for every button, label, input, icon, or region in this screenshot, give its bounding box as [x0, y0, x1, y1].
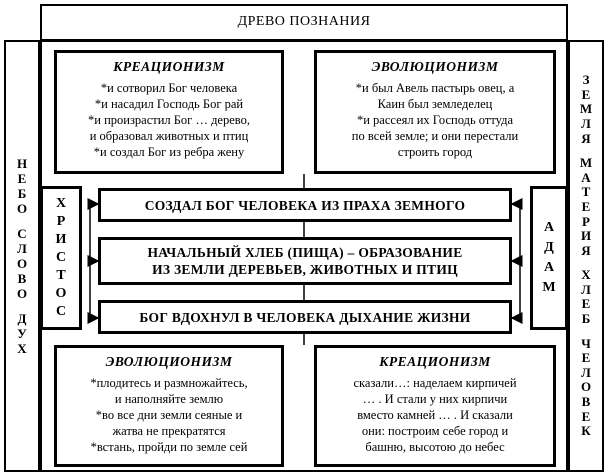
christ-letter: Р	[56, 214, 66, 229]
right-column-letter: К	[581, 423, 591, 439]
bottom-left-evolutionism-box	[54, 345, 284, 467]
center-box-breath	[98, 300, 512, 334]
adam-letter: Д	[544, 240, 554, 255]
right-column-letter: Х	[581, 267, 591, 283]
left-column-letter: Н	[16, 156, 28, 171]
christ-letter: С	[55, 250, 67, 265]
top-right-line: Каин был земледелец	[377, 97, 493, 111]
right-column-letter: Я	[581, 242, 591, 258]
right-column-letter: Т	[581, 184, 591, 200]
bottom-left-line: *во все дни земли сеяные и	[95, 408, 243, 422]
adam-box	[530, 186, 568, 330]
top-right-evolutionism-box	[314, 50, 556, 174]
christ-letter: С	[55, 304, 67, 319]
center-box-bread-line2: ИЗ ЗЕМЛИ ДЕРЕВЬЕВ, ЖИВОТНЫХ И ПТИЦ	[152, 262, 458, 277]
christ-letter: Т	[56, 268, 66, 283]
left-column-letter: Х	[17, 341, 27, 356]
right-column-letter: Е	[581, 296, 591, 312]
center-box-breath-text: БОГ ВДОХНУЛ В ЧЕЛОВЕКА ДЫХАНИЕ ЖИЗНИ	[139, 309, 471, 325]
left-column-letter: Л	[17, 241, 27, 256]
right-column-letter: Е	[581, 350, 591, 366]
right-column-letter: Л	[581, 281, 591, 297]
christ-letter: Х	[55, 196, 67, 211]
bottom-left-line: *встань, пройди по земле сей	[90, 440, 248, 454]
left-column-letter: В	[17, 271, 27, 286]
top-left-line: *и насадил Господь Бог рай	[94, 97, 244, 111]
center-box-bread-line1: НАЧАЛЬНЫЙ ХЛЕБ (ПИЩА) – ОБРАЗОВАНИЕ	[147, 245, 463, 260]
left-column-letter: О	[16, 256, 28, 271]
bottom-left-line: жатва не прекратятся	[112, 424, 226, 438]
bottom-right-heading: КРЕАЦИОНИЗМ	[379, 354, 491, 369]
bottom-right-line: … . И стали у них кирпичи	[362, 392, 508, 406]
left-column-letter: Б	[17, 186, 27, 201]
diagram-title: ДРЕВО ПОЗНАНИЯ	[237, 14, 371, 29]
top-left-line: *и создал Бог из ребра жену	[93, 145, 245, 159]
right-column-letter: Р	[582, 213, 590, 229]
right-column-letter: О	[580, 379, 592, 395]
left-column-letter: Д	[17, 311, 27, 326]
right-column-letter: Б	[581, 311, 591, 327]
bottom-right-creationism-box	[314, 345, 556, 467]
right-column-letter: Л	[581, 115, 591, 131]
top-left-heading: КРЕАЦИОНИЗМ	[113, 59, 225, 74]
right-column-letter: М	[579, 155, 593, 171]
top-left-line: *и сотворил Бог человека	[100, 81, 238, 95]
right-column-letter: В	[581, 394, 591, 410]
left-column-letter: О	[16, 201, 28, 216]
top-right-line: *и рассеял их Господь оттуда	[356, 113, 514, 127]
right-column-letter: М	[579, 101, 593, 117]
bottom-left-heading: ЭВОЛЮЦИОНИЗМ	[105, 354, 233, 369]
right-column-letter: Л	[581, 364, 591, 380]
top-right-heading: ЭВОЛЮЦИОНИЗМ	[371, 59, 499, 74]
christ-letter: И	[55, 232, 67, 247]
right-column-letter: А	[581, 169, 591, 185]
right-column-letter: Я	[581, 130, 591, 146]
bottom-left-line: и наполняйте землю	[114, 392, 224, 406]
bottom-right-line: вместо камней … . И сказали	[357, 408, 513, 422]
center-box-dust	[98, 188, 512, 222]
top-left-line: *и произрастил Бог … дерево,	[88, 113, 250, 127]
right-column-letter: З	[582, 72, 590, 88]
center-box-bread	[98, 237, 512, 285]
adam-letter: А	[543, 220, 555, 235]
adam-letter: М	[542, 280, 556, 295]
bottom-right-line: они: построим себе город и	[361, 424, 509, 438]
right-column-letter: Е	[581, 86, 591, 102]
bottom-right-line: башню, высотою до небес	[365, 440, 505, 454]
left-column-letter: У	[17, 326, 27, 341]
right-column-letter: И	[580, 228, 592, 244]
christ-letter: О	[55, 286, 67, 301]
right-column-letter: Е	[581, 408, 591, 424]
right-column-letter: Е	[581, 198, 591, 214]
left-column-letter: С	[17, 226, 27, 241]
top-left-creationism-box	[54, 50, 284, 174]
center-box-dust-text: СОЗДАЛ БОГ ЧЕЛОВЕКА ИЗ ПРАХА ЗЕМНОГО	[144, 197, 466, 213]
top-right-line: по всей земле; и они перестали	[351, 129, 519, 143]
bottom-left-line: *плодитесь и размножайтесь,	[90, 376, 248, 390]
top-left-line: и образовал животных и птиц	[89, 129, 249, 143]
left-column-letter: Е	[17, 171, 27, 186]
bottom-right-line: сказали…: наделаем кирпичей	[353, 376, 517, 390]
top-right-line: строить город	[397, 145, 473, 159]
christ-box	[40, 186, 82, 330]
adam-letter: А	[543, 260, 555, 275]
right-column-letter: Ч	[581, 335, 591, 351]
left-column-letter: О	[16, 286, 28, 301]
top-right-line: *и был Авель пастырь овец, а	[355, 81, 515, 95]
